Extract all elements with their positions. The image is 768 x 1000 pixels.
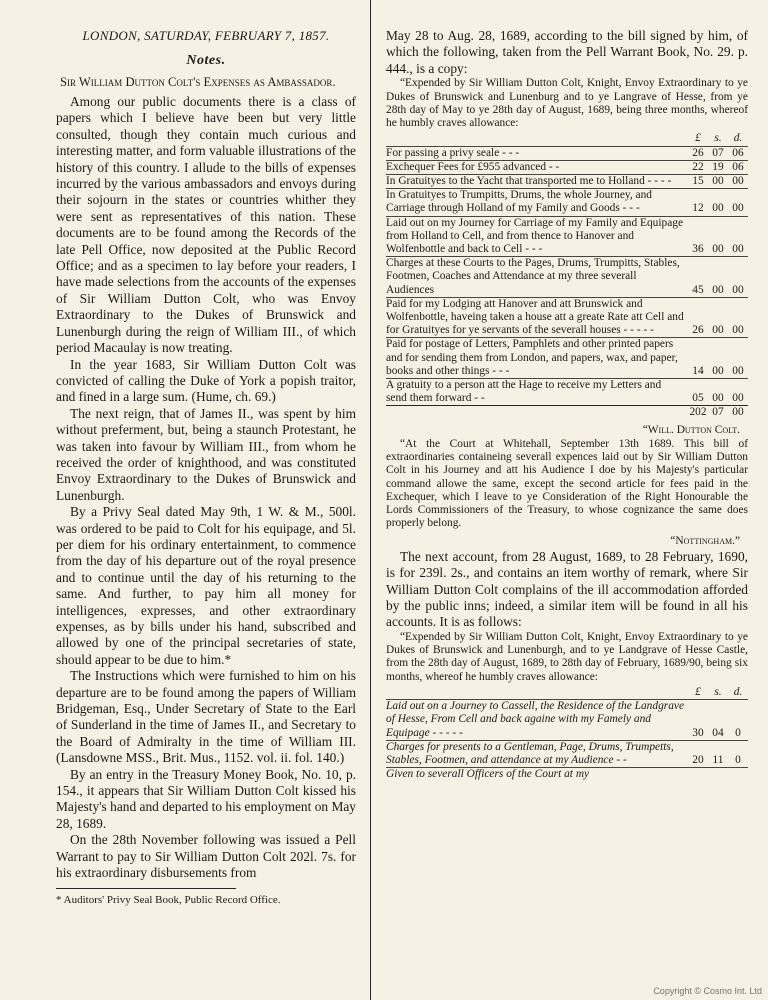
pounds-value: [688, 768, 708, 782]
dateline: LONDON, SATURDAY, FEBRUARY 7, 1857.: [82, 28, 330, 43]
total-spacer: [386, 406, 688, 420]
pence-value: [728, 768, 748, 782]
shillings-value: 04: [708, 700, 728, 741]
item-description: For passing a privy seale - - -: [386, 146, 688, 160]
item-description: Paid for my Lodging att Hanover and att Brunswick and Wolfenbottle, haveing taken a house att a greate Rate att Cell and for Gratuityes for ye servants of the severall houses - - - - -: [386, 297, 688, 338]
pence-value: 06: [728, 160, 748, 174]
table-row: [386, 175, 748, 189]
pounds-value: 20: [688, 740, 708, 767]
table-row: [386, 297, 748, 338]
shillings-value: 00: [708, 175, 728, 189]
table-row: [386, 146, 748, 160]
paragraph: By an entry in the Treasury Money Book, No. 10, p. 154., it appears that Sir William Dutton Colt kissed his Majesty's hand and departed to his employment on May 28, 1689.: [56, 766, 356, 831]
pounds-value: 45: [688, 257, 708, 298]
item-description: Paid for postage of Letters, Pamphlets and other printed papers and for sending them from London, and papers, wax, and paper, books and other things - - -: [386, 338, 688, 379]
pounds-value: 05: [688, 379, 708, 406]
signature: “Will. Dutton Colt.: [642, 423, 740, 436]
total-pence: 00: [728, 406, 748, 420]
quoted-account-intro: “Expended by Sir William Dutton Colt, Knight, Envoy Extraordinary to ye Dukes of Brunswick and Lunenburg and to ye Langrave of Hesse, from ye 28th day of May to ye 28th day of August, 1689, being three months, whereof he humbly craves allowance:: [386, 77, 748, 130]
item-description: Charges for presents to a Gentleman, Page, Drums, Trumpetts, Stables, Footmen, and attendance at my Audience - -: [386, 740, 688, 767]
pence-value: 00: [728, 257, 748, 298]
item-description: Charges at these Courts to the Pages, Drums, Trumpitts, Stables, Footmen, Coaches and Attendance at my three severall Audiences: [386, 257, 688, 298]
article-title: Sir William Dutton Colt's Expenses as Ambassador.: [60, 75, 336, 89]
pounds-value: 22: [688, 160, 708, 174]
quoted-allowance: “At the Court at Whitehall, September 13th 1689. This bill of extraordinaries containeing severall expences laid out by Sir William Dutton Colt in his Journey and att his Audience I doe by his Majesty's particular command allowe the same, except the second article for fees paid in the Exchequer, which I leave to ye Consideration of the Right Honourable the Lords Commissioners of the Treasury, to whose cognizance the same does properly belong.: [386, 437, 748, 530]
pounds-value: 36: [688, 216, 708, 257]
footnote: * Auditors' Privy Seal Book, Public Record Office.: [56, 893, 281, 906]
paragraph: The next reign, that of James II., was spent by him without preferment, but, being a staunch Protestant, he was taken into favour by William III., from whom he received the order of knighthood, and was constituted Envoy Extraordinary to the Dukes of Brunswick and Lunenburgh.: [56, 405, 356, 503]
shillings-value: 00: [708, 216, 728, 257]
pounds-value: 26: [688, 146, 708, 160]
shillings-value: [708, 768, 728, 782]
item-description: In Gratuityes to the Yacht that transported me to Holland - - - -: [386, 175, 688, 189]
pounds-value: 30: [688, 700, 708, 741]
shillings-value: 00: [708, 257, 728, 298]
shillings-value: 00: [708, 297, 728, 338]
item-description: Exchequer Fees for £955 advanced - -: [386, 160, 688, 174]
pence-value: 0: [728, 740, 748, 767]
paragraph: Among our public documents there is a class of papers which I believe have been but very little consulted, though they contain much curious and interesting matter, and form valuable illustrations of the history of this country. I allude to the bills of expenses incurred by the various ambassadors and envoys during their sojourn in the states or countries whither they were sent as representatives of this nation. These documents are to be found among the Records of the late Pell Office, now deposited at the Public Record Office; and as a specimen to lay before your readers, I have made selections from the accounts of the expenses of Sir William Dutton Colt, who was Envoy Extraordinary to the Dukes of Brunswick and Lunenburgh during the reign of William III., of which period Macaulay is now treating.: [56, 94, 356, 356]
expense-table: [386, 132, 748, 419]
column-header: d.: [733, 132, 743, 145]
shillings-value: 00: [708, 189, 728, 216]
pence-value: 00: [728, 297, 748, 338]
pence-value: 00: [728, 338, 748, 379]
table-row: [386, 160, 748, 174]
pence-value: 00: [728, 216, 748, 257]
item-description: Laid out on my Journey for Carriage of my Family and Equipage from Holland to Cell, and from thence to Hanover and Wolfenbottle and back to Cell - - -: [386, 216, 688, 257]
item-description: In Gratuityes to Trumpitts, Drums, the whole Journey, and Carriage through Holland of my Family and Goods - - -: [386, 189, 688, 216]
pounds-value: 14: [688, 338, 708, 379]
pence-value: 00: [728, 379, 748, 406]
table-row: [386, 768, 748, 782]
shillings-value: 07: [708, 146, 728, 160]
pounds-value: 15: [688, 175, 708, 189]
pence-value: 00: [728, 175, 748, 189]
shillings-value: 19: [708, 160, 728, 174]
total-shillings: 07: [708, 406, 728, 420]
column-header: s.: [714, 132, 722, 145]
paragraph: The next account, from 28 August, 1689, to 28 February, 1690, is for 239l. 2s., and contains an item worthy of remark, where Sir William Dutton Colt complains of the ill accommodation afforded by the public inns; indeed, a similar item will be found in all his accounts. It is as follows:: [386, 548, 748, 630]
pence-value: 00: [728, 189, 748, 216]
table-header-row: [386, 132, 748, 146]
column-header: £: [695, 685, 701, 698]
table-row: [386, 216, 748, 257]
column-divider: [370, 0, 371, 1000]
expense-table: [386, 686, 748, 781]
table-row: [386, 379, 748, 406]
table-row: [386, 700, 748, 741]
item-description: Laid out on a Journey to Cassell, the Residence of the Landgrave of Hesse, From Cell and back againe with my Famely and Equipage - - - - -: [386, 700, 688, 741]
table-row: [386, 257, 748, 298]
paragraph: The Instructions which were furnished to him on his departure are to be found among the papers of William Bridgeman, Esq., Under Secretary of State to the Earl of Sunderland in the time of James II., and Secretary to the Board of Admiralty in the time of William III. (Lansdowne MSS., Brit. Mus., 1152. vol. ii. fol. 140.): [56, 668, 356, 766]
table-row: [386, 740, 748, 767]
paragraph: In the year 1683, Sir William Dutton Colt was convicted of calling the Duke of York a popish traitor, and fined in a large sum. (Hume, ch. 69.): [56, 356, 356, 405]
paragraph: By a Privy Seal dated May 9th, 1 W. & M., 500l. was ordered to be paid to Colt for his equipage, and 5l. per diem for his ordinary entertainment, to commence from the day of his departure out of the royal presence and to continue until the day of his returning to the same. And further, to pay him all money for intelligences, expresses, and other extraordinary expenses, as by bills under his hand, subscribed and allowed by one of the principal secretaries of state, should appear to be due to him.*: [56, 504, 356, 667]
pence-value: 06: [728, 146, 748, 160]
copyright-watermark: Copyright © Cosmo Int. Ltd: [653, 986, 762, 996]
paragraph: May 28 to Aug. 28, 1689, according to the bill signed by him, of which the following, taken from the Pell Warrant Book, No. 29. p. 444., is a copy:: [386, 28, 748, 76]
right-column: [386, 28, 748, 992]
shillings-value: 00: [708, 338, 728, 379]
signature: “Nottingham.”: [670, 534, 740, 547]
shillings-value: 00: [708, 379, 728, 406]
left-column: [56, 28, 356, 992]
item-description: A gratuity to a person att the Hage to receive my Letters and send them forward - -: [386, 379, 688, 406]
quoted-account-intro: “Expended by Sir William Dutton Colt, Knight, Envoy Extraordinary to ye Dukes of Brunswick and Lunenburgh, and to ye Landgrave of Hesse Castle, from the 28th day of August, 1689, to 28th day of February, 1689/90, being six months, whereof he humbly craves allowance:: [386, 630, 748, 683]
column-header: s.: [714, 685, 722, 698]
table-row: [386, 338, 748, 379]
item-description: Given to severall Officers of the Court at my: [386, 768, 688, 782]
column-header: d.: [733, 685, 743, 698]
table-header-row: [386, 686, 748, 700]
total-pounds: 202: [689, 406, 707, 419]
shillings-value: 11: [708, 740, 728, 767]
pence-value: 0: [728, 700, 748, 741]
section-heading: Notes.: [186, 53, 226, 68]
paragraph: On the 28th November following was issued a Pell Warrant to pay to Sir William Dutton Colt 202l. 7s. for his extraordinary disbursements from: [56, 832, 356, 881]
footnote-rule: [56, 888, 236, 889]
column-header: £: [695, 132, 701, 145]
pounds-value: 12: [688, 189, 708, 216]
total-row: [386, 406, 748, 420]
table-row: [386, 189, 748, 216]
pounds-value: 26: [688, 297, 708, 338]
